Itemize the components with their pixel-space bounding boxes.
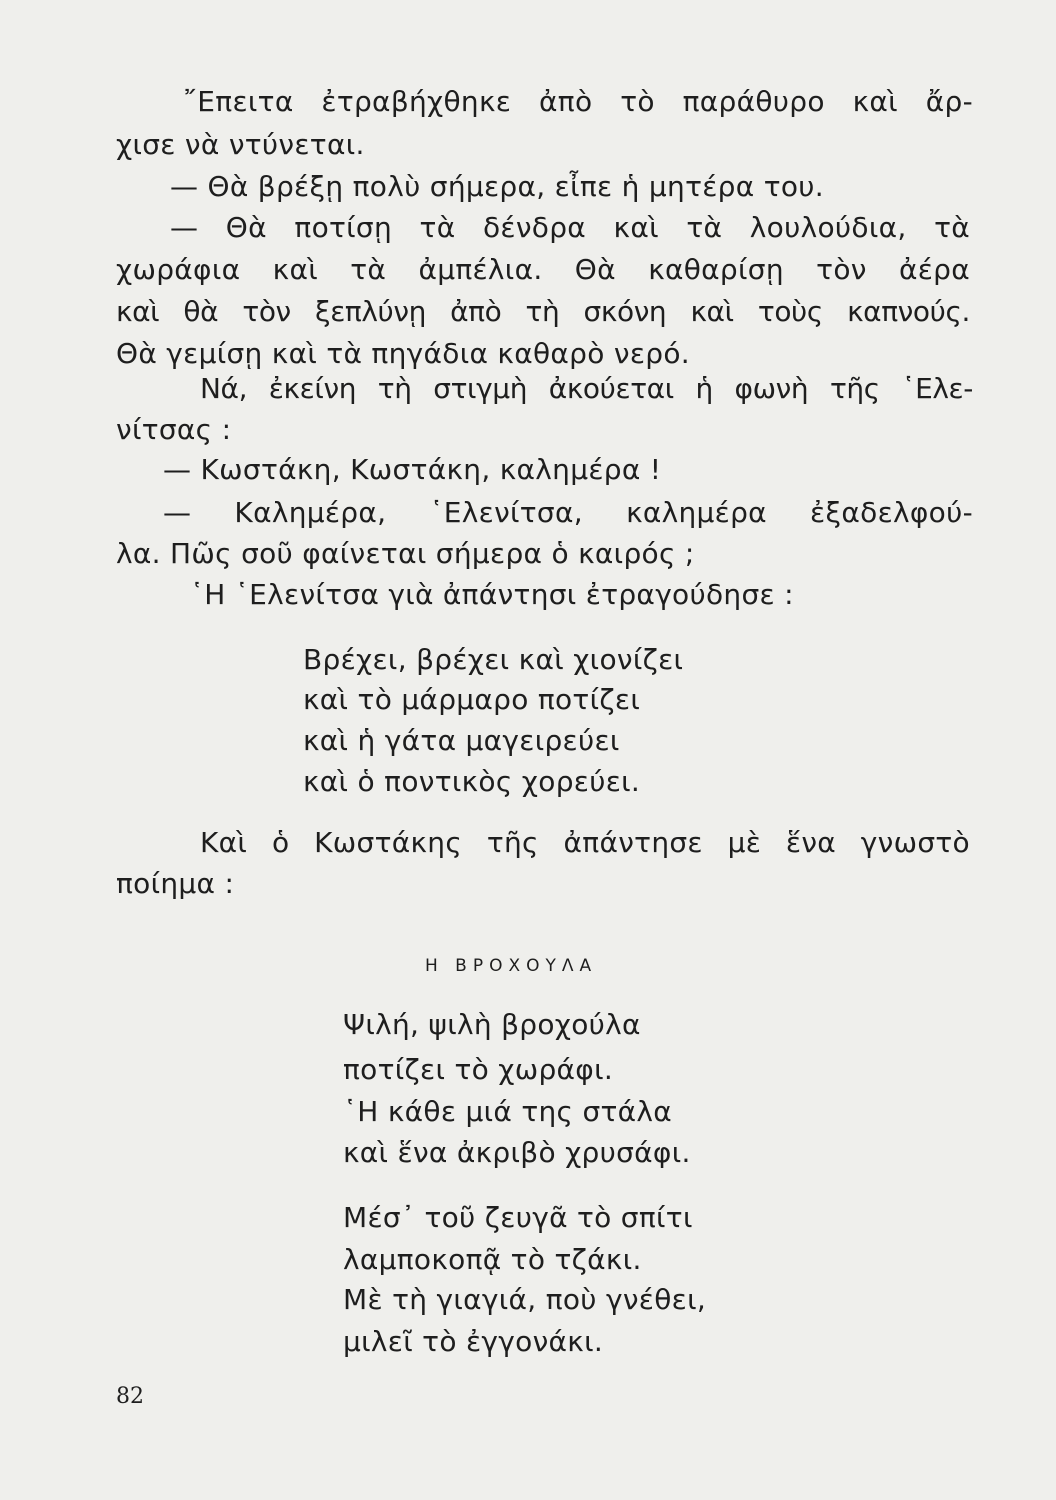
prose-line: Καὶ ὁ Κωστάκης τῆς ἀπάντησε μὲ ἕνα γνωστὸ: [200, 826, 970, 859]
poem-line: ῾Η κάθε μιά της στάλα: [343, 1095, 673, 1128]
poem-line: Μὲ τὴ γιαγιά, ποὺ γνέθει,: [343, 1283, 707, 1316]
poem-line: Ψιλή, ψιλὴ βροχούλα: [343, 1008, 641, 1041]
dialogue-line: — Θὰ βρέξῃ πολὺ σήμερα, εἶπε ἡ μητέρα του.: [170, 170, 824, 203]
prose-line: Νά, ἐκείνη τὴ στιγμὴ ἀκούεται ἡ φωνὴ τῆς ῾Ελε-: [200, 372, 973, 405]
prose-line: ῾Η ῾Ελενίτσα γιὰ ἀπάντησι ἐτραγούδησε :: [190, 578, 794, 611]
poem-line: καὶ ἕνα ἀκριβὸ χρυσάφι.: [343, 1136, 691, 1169]
page-number: 82: [116, 1384, 144, 1409]
song-line: καὶ ὁ ποντικὸς χορεύει.: [303, 765, 641, 798]
prose-line: ποίημα :: [116, 867, 235, 900]
dialogue-line: — Κωστάκη, Κωστάκη, καλημέρα !: [163, 453, 662, 486]
song-line: καὶ τὸ μάρμαρο ποτίζει: [303, 683, 641, 716]
poem-line: λαμποκοπᾷ τὸ τζάκι.: [343, 1243, 642, 1276]
prose-line: χωράφια καὶ τὰ ἀμπέλια. Θὰ καθαρίσῃ τὸν ἀέρα: [116, 253, 970, 286]
song-line: καὶ ἡ γάτα μαγειρεύει: [303, 724, 620, 757]
song-line: Βρέχει, βρέχει καὶ χιονίζει: [303, 643, 684, 676]
prose-line: καὶ θὰ τὸν ξεπλύνῃ ἀπὸ τὴ σκόνη καὶ τοὺς καπνούς.: [116, 295, 970, 328]
prose-line: χισε νὰ ντύνεται.: [116, 128, 365, 161]
dialogue-line: — Θὰ ποτίσῃ τὰ δένδρα καὶ τὰ λουλούδια, τὰ: [170, 211, 970, 244]
prose-line: λα. Πῶς σοῦ φαίνεται σήμερα ὁ καιρός ;: [116, 537, 695, 570]
prose-line: Θὰ γεμίσῃ καὶ τὰ πηγάδια καθαρὸ νερό.: [116, 337, 690, 370]
prose-line: νίτσας :: [116, 413, 232, 446]
poem-line: μιλεῖ τὸ ἐγγονάκι.: [343, 1325, 604, 1358]
poem-line: Μέσ᾽ τοῦ ζευγᾶ τὸ σπίτι: [343, 1201, 693, 1234]
dialogue-line: — Καλημέρα, ῾Ελενίτσα, καλημέρα ἐξαδελφού-: [163, 496, 973, 529]
prose-line: ῎Επειτα ἐτραβήχθηκε ἀπὸ τὸ παράθυρο καὶ ἄρ-: [183, 85, 973, 118]
poem-line: ποτίζει τὸ χωράφι.: [343, 1053, 614, 1086]
poem-title: Η ΒΡΟΧΟΥΛΑ: [425, 956, 598, 976]
